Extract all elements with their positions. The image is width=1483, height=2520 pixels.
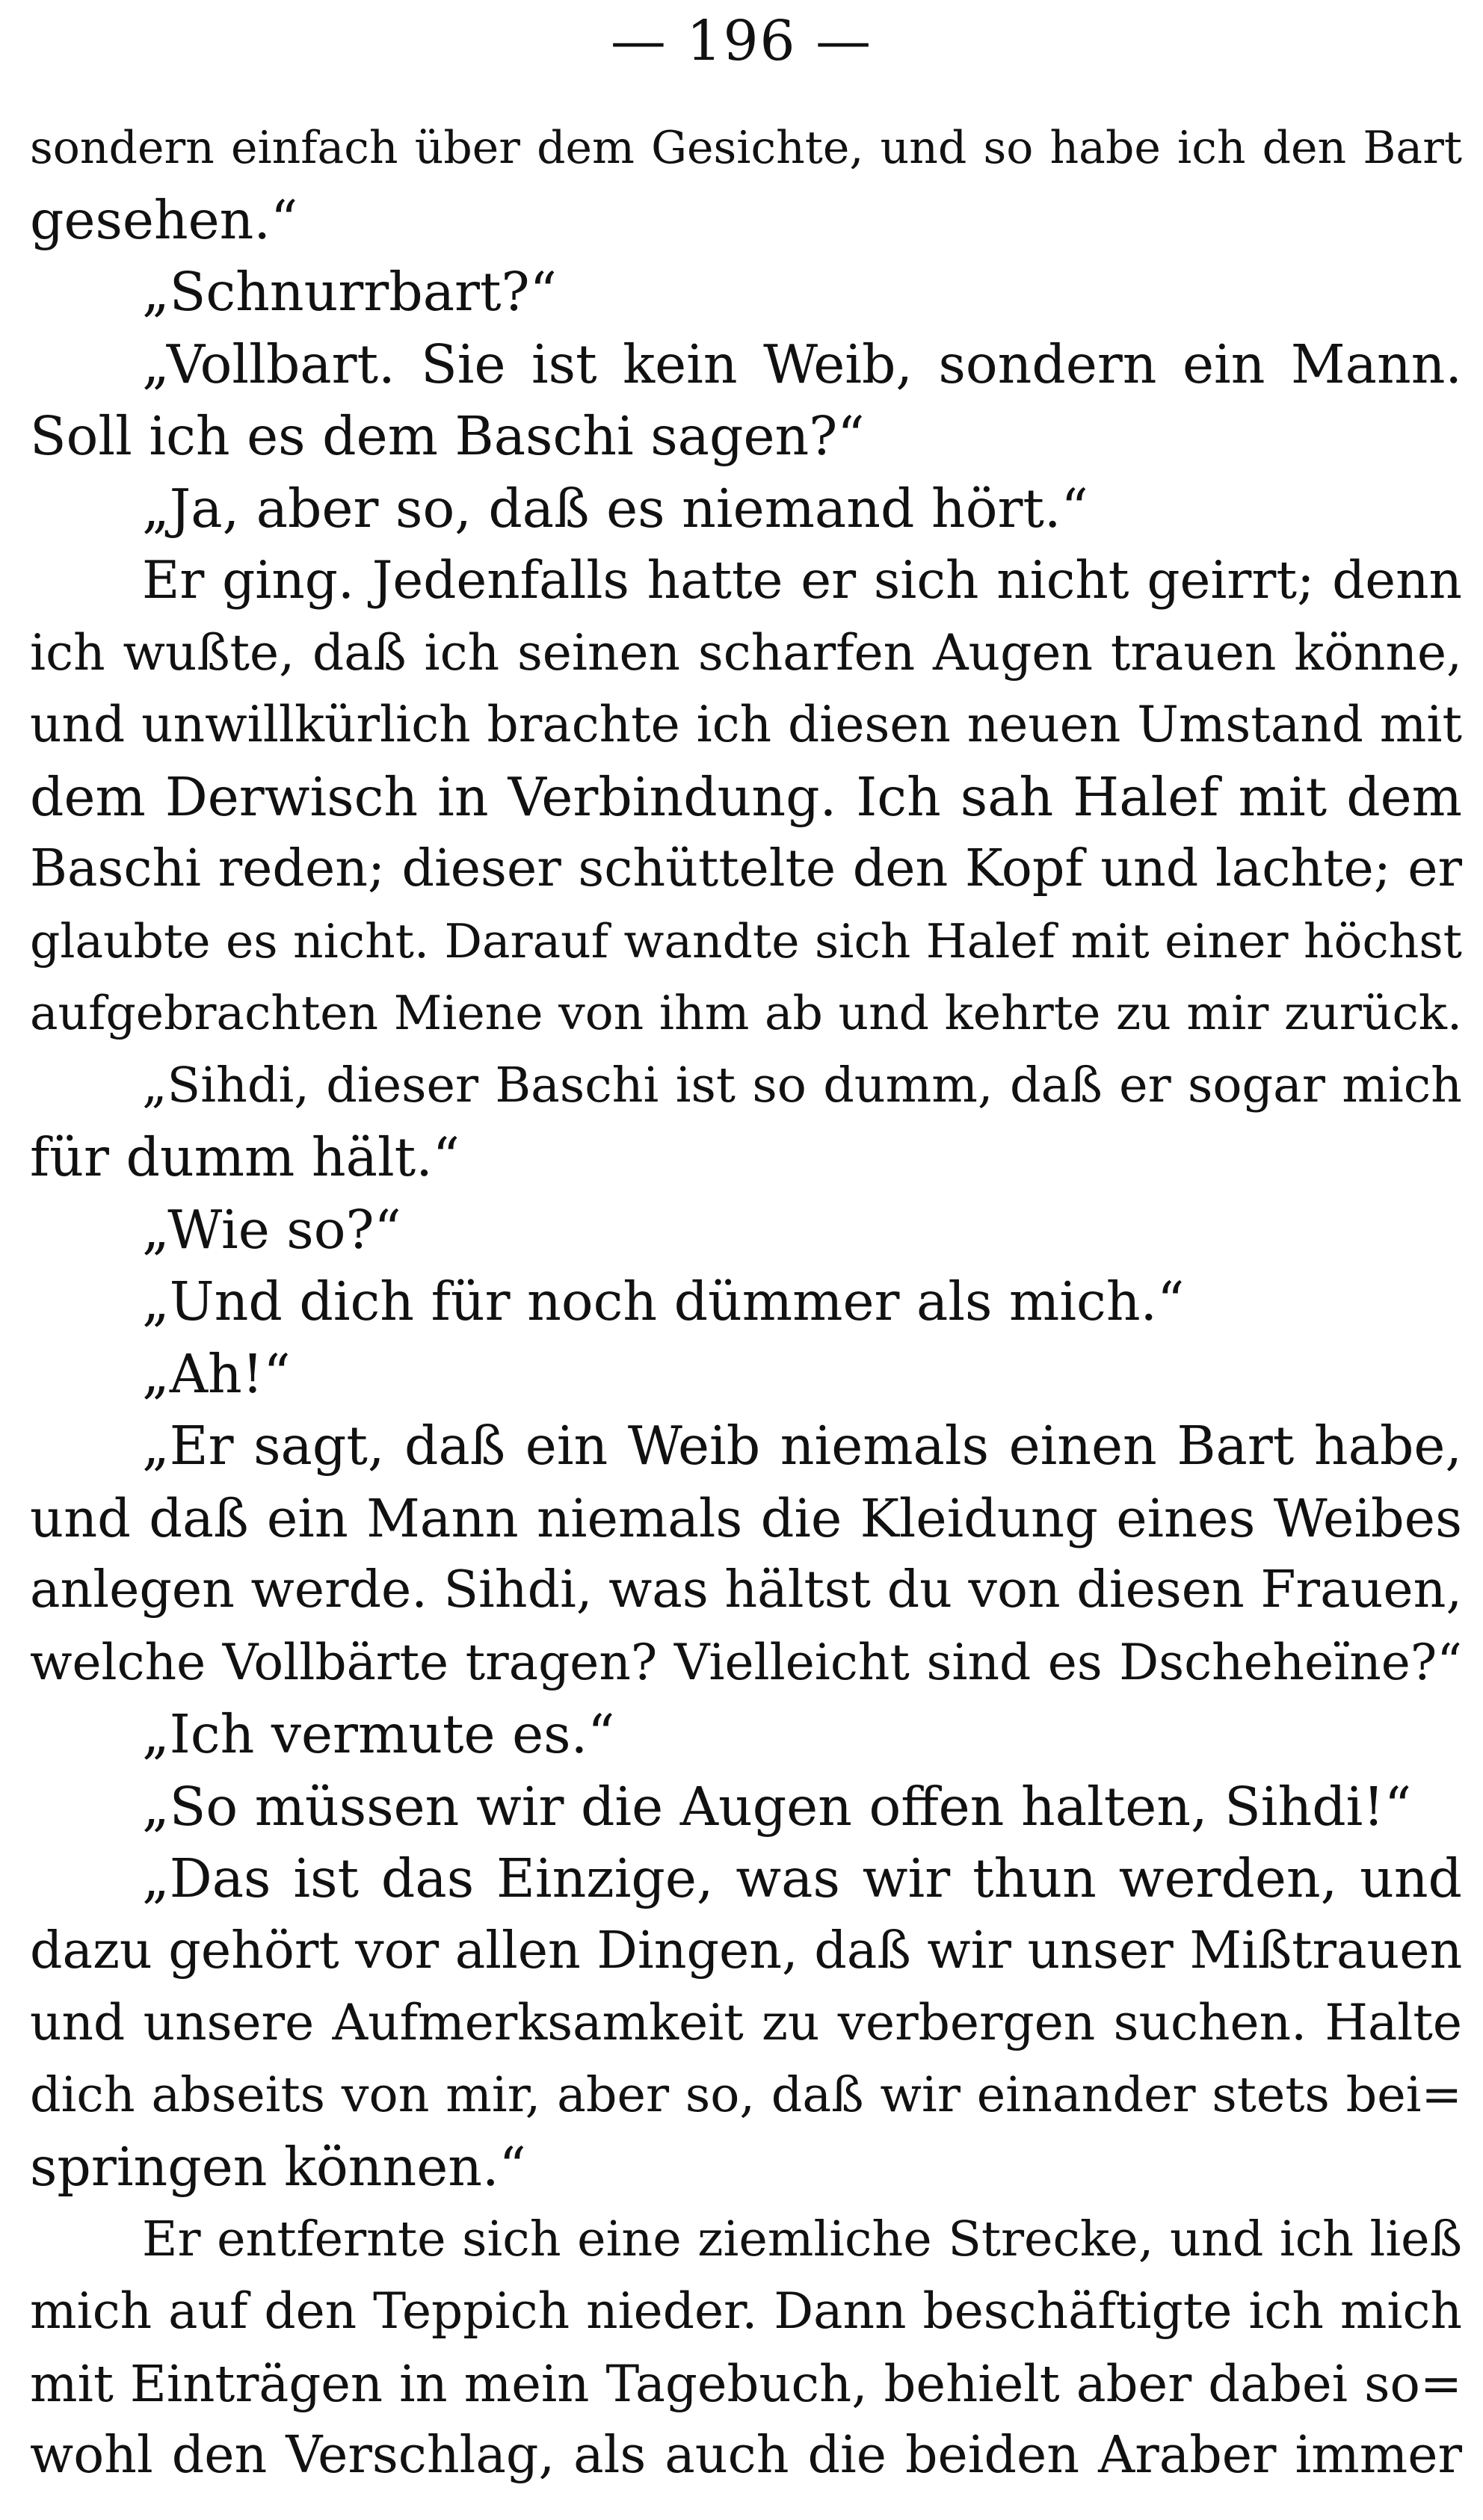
text-line: dich abseits von mir, aber so, daß wir einander stets bei= [30, 2066, 1462, 2123]
text-line: „Ah!“ [142, 1342, 291, 1405]
text-line: „Vollbart. Sie ist kein Weib, sondern ein Mann. [142, 333, 1462, 395]
text-line: welche Vollbärte tragen? Vielleicht sind es Dscheheïne?“ [30, 1633, 1462, 1691]
text-line: und unsere Aufmerksamkeit zu verbergen suchen. Halte [30, 1994, 1462, 2051]
text-line: „Das ist das Einzige, was wir thun werden, und [142, 1847, 1462, 1909]
text-line: „Ja, aber so, daß es niemand hört.“ [142, 477, 1088, 540]
text-line: „Er sagt, daß ein Weib niemals einen Bart habe, [142, 1415, 1462, 1477]
text-line: „Schnurrbart?“ [142, 261, 557, 323]
text-line: springen können.“ [30, 2136, 526, 2198]
text-line: Er ging. Jedenfalls hatte er sich nicht geirrt; denn [142, 551, 1462, 611]
text-line: gesehen.“ [30, 188, 298, 251]
text-line: „Ich vermute es.“ [142, 1703, 615, 1765]
text-line: mit Einträgen in mein Tagebuch, behielt aber dabei so= [30, 2354, 1462, 2413]
text-line: Baschi reden; dieser schüttelte den Kopf und lachte; er [30, 839, 1462, 898]
text-line: glaubte es nicht. Darauf wandte sich Halef mit einer höchst [30, 913, 1462, 969]
text-line: dem Derwisch in Verbindung. Ich sah Halef mit dem [30, 765, 1462, 828]
text-line: und daß ein Mann niemals die Kleidung eines Weibes [30, 1487, 1462, 1549]
text-line: Soll ich es dem Baschi sagen?“ [30, 405, 865, 467]
text-body [30, 112, 1462, 2492]
text-line: wohl den Verschlag, als auch die beiden Araber immer [30, 2426, 1462, 2485]
text-line: mich auf den Teppich nieder. Dann beschäftigte ich mich [30, 2282, 1462, 2340]
text-line: „Und dich für noch dümmer als mich.“ [142, 1270, 1185, 1332]
text-line: und unwillkürlich brachte ich diesen neuen Umstand mit [30, 696, 1462, 753]
page-number: — 196 — [610, 9, 873, 73]
text-line: dazu gehört vor allen Dingen, daß wir unser Mißtrauen [30, 1921, 1462, 1980]
text-line: für dumm hält.“ [30, 1126, 460, 1188]
text-line: anlegen werde. Sihdi, was hältst du von diesen Frauen, [30, 1560, 1462, 1619]
text-line: aufgebrachten Miene von ihm ab und kehrte zu mir zurück. [30, 986, 1462, 1040]
text-line: sondern einfach über dem Gesichte, und so habe ich den Bart [30, 122, 1462, 174]
text-line: „Sihdi, dieser Baschi ist so dumm, daß er sogar mich [142, 1057, 1462, 1114]
text-line: ich wußte, daß ich seinen scharfen Augen trauen könne, [30, 623, 1462, 682]
text-line: „Wie so?“ [142, 1198, 401, 1261]
text-line: „So müssen wir die Augen offen halten, Sihdi!“ [142, 1775, 1412, 1838]
text-line: Er entfernte sich eine ziemliche Strecke, und ich ließ [142, 2211, 1462, 2267]
